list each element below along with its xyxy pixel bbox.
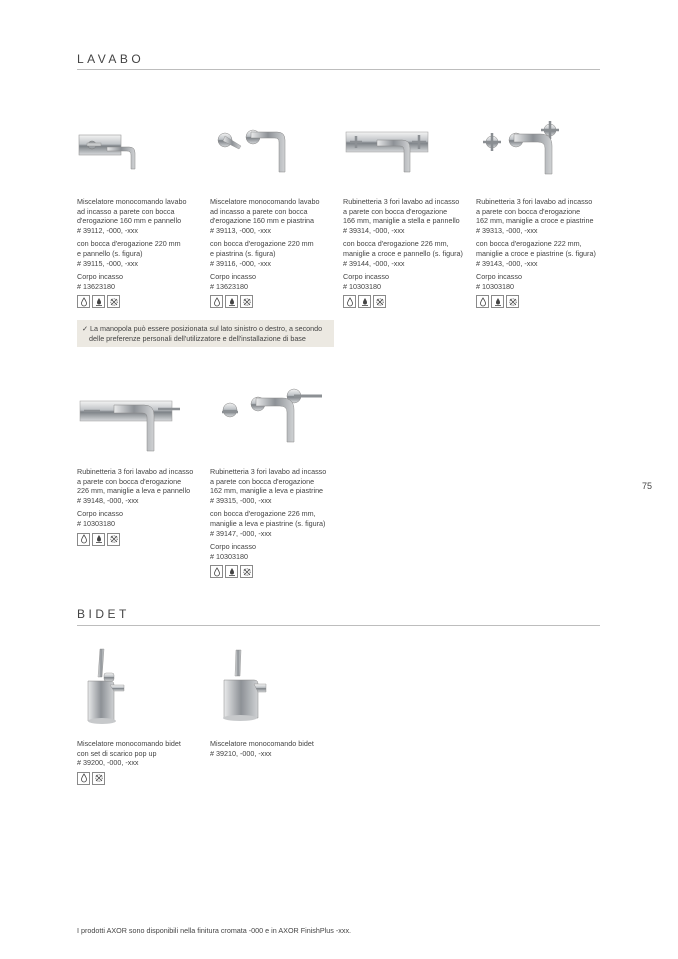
no-limescale-icon	[240, 295, 253, 308]
rough-in-label: Corpo incasso	[343, 272, 389, 282]
product-code: # 39200, -000, -xxx	[77, 758, 139, 768]
product-variant: e pannello (s. figura)	[77, 248, 143, 258]
product-code: # 39144, -000, -xxx	[343, 258, 405, 268]
no-limescale-icon	[107, 295, 120, 308]
product-description: 166 mm, maniglie a stella e pannello	[343, 216, 460, 226]
product-card	[343, 197, 471, 308]
product-image-bidet-mixer-popup	[80, 647, 130, 725]
product-code: # 39313, -000, -xxx	[476, 225, 538, 235]
eco-flow-icon	[92, 295, 105, 308]
product-image-mixer-plate	[215, 122, 290, 177]
feature-icons	[210, 565, 338, 578]
rough-in-label: Corpo incasso	[77, 272, 123, 282]
rough-in-code: # 10303180	[476, 281, 514, 291]
rough-in-label: Corpo incasso	[77, 509, 123, 519]
feature-icons	[476, 295, 604, 308]
water-drop-icon	[210, 565, 223, 578]
product-description: Rubinetteria 3 fori lavabo ad incasso	[476, 197, 593, 206]
product-image-3hole-lever-plates	[218, 382, 326, 444]
product-code: # 39314, -000, -xxx	[343, 225, 405, 235]
product-card	[210, 197, 338, 308]
product-description: a parete con bocca d'erogazione	[343, 206, 448, 216]
rough-in-code: # 10303180	[343, 281, 381, 291]
eco-flow-icon	[358, 295, 371, 308]
eco-flow-icon	[225, 565, 238, 578]
product-description: ad incasso a parete con bocca	[77, 206, 175, 216]
no-limescale-icon	[92, 772, 105, 785]
water-drop-icon	[77, 533, 90, 546]
rough-in-code: # 13623180	[210, 281, 248, 291]
product-code: # 39115, -000, -xxx	[77, 258, 138, 268]
footer-note: I prodotti AXOR sono disponibili nella finitura cromata -000 e in AXOR FinishPlus -xxx.	[77, 926, 352, 935]
product-variant: con bocca d'erogazione 220 mm	[210, 239, 314, 249]
no-limescale-icon	[373, 295, 386, 308]
product-code: # 39147, -000, -xxx	[210, 528, 272, 538]
product-description: Miscelatore monocomando lavabo	[210, 197, 320, 206]
rough-in-code: # 10303180	[77, 518, 115, 528]
page-number: 75	[642, 481, 653, 491]
product-description: Miscelatore monocomando bidet	[77, 739, 181, 748]
feature-icons	[210, 295, 338, 308]
product-image-3hole-star-panel	[342, 122, 437, 174]
product-description: 162 mm, maniglie a leva e piastrine	[210, 486, 324, 496]
feature-icons	[77, 772, 205, 785]
product-code: # 39315, -000, -xxx	[210, 495, 272, 505]
product-code: # 39113, -000, -xxx	[210, 225, 271, 235]
product-code: # 39210, -000, -xxx	[210, 748, 272, 758]
feature-icons	[77, 295, 205, 308]
product-description: a parete con bocca d'erogazione	[77, 476, 182, 486]
product-description: 162 mm, maniglie a croce e piastrine	[476, 216, 594, 226]
eco-flow-icon	[491, 295, 504, 308]
water-drop-icon	[77, 772, 90, 785]
product-description: Miscelatore monocomando lavabo	[77, 197, 187, 206]
product-variant: e piastrina (s. figura)	[210, 248, 276, 258]
product-description: d'erogazione 160 mm e pannello	[77, 216, 182, 226]
product-image-3hole-cross-plates	[478, 118, 573, 176]
product-variant: con bocca d'erogazione 220 mm	[77, 239, 181, 249]
product-variant: con bocca d'erogazione 226 mm,	[343, 239, 449, 249]
product-card	[77, 197, 205, 308]
product-description: a parete con bocca d'erogazione	[476, 206, 581, 216]
product-description: Rubinetteria 3 fori lavabo ad incasso	[210, 467, 327, 476]
product-code: # 39116, -000, -xxx	[210, 258, 271, 268]
product-card	[476, 197, 604, 308]
eco-flow-icon	[225, 295, 238, 308]
rough-in-label: Corpo incasso	[476, 272, 522, 282]
product-code: # 39112, -000, -xxx	[77, 225, 138, 235]
water-drop-icon	[210, 295, 223, 308]
no-limescale-icon	[107, 533, 120, 546]
product-description: con set di scarico pop up	[77, 748, 157, 758]
product-image-bidet-mixer	[220, 648, 270, 723]
product-description: d'erogazione 160 mm e piastrina	[210, 216, 315, 226]
note-text: ✓ La manopola può essere posizionata sul lato sinistro o destro, a secondo	[82, 324, 323, 333]
water-drop-icon	[476, 295, 489, 308]
product-image-mixer-panel	[77, 125, 139, 175]
product-card	[77, 467, 205, 546]
product-description: Rubinetteria 3 fori lavabo ad incasso	[77, 467, 194, 476]
product-card	[210, 739, 338, 762]
water-drop-icon	[343, 295, 356, 308]
product-variant: con bocca d'erogazione 222 mm,	[476, 239, 582, 249]
product-code: # 39148, -000, -xxx	[77, 495, 139, 505]
water-drop-icon	[77, 295, 90, 308]
handle-position-note	[77, 320, 334, 347]
product-variant: maniglie a croce e pannello (s. figura)	[343, 248, 463, 258]
product-card	[77, 739, 205, 785]
section-title-lavabo: LAVABO	[77, 52, 145, 66]
product-description: a parete con bocca d'erogazione	[210, 476, 315, 486]
rough-in-label: Corpo incasso	[210, 272, 256, 282]
product-card	[210, 467, 338, 578]
product-variant: maniglie a croce e piastrine (s. figura)	[476, 248, 596, 258]
rough-in-code: # 13623180	[77, 281, 115, 291]
feature-icons	[343, 295, 471, 308]
note-text: delle preferenze personali dell'utilizzatore e dell'installazione di base	[89, 333, 306, 343]
product-description: ad incasso a parete con bocca	[210, 206, 308, 216]
product-variant: maniglie a leva e piastrine (s. figura)	[210, 518, 326, 528]
no-limescale-icon	[240, 565, 253, 578]
product-variant: con bocca d'erogazione 226 mm,	[210, 509, 316, 519]
feature-icons	[77, 533, 205, 546]
product-description: 226 mm, maniglie a leva e pannello	[77, 486, 191, 496]
eco-flow-icon	[92, 533, 105, 546]
section-divider	[77, 625, 600, 626]
section-divider	[77, 69, 600, 70]
product-image-3hole-lever-panel	[78, 393, 183, 455]
rough-in-code: # 10303180	[210, 551, 248, 561]
product-description: Miscelatore monocomando bidet	[210, 739, 314, 748]
rough-in-label: Corpo incasso	[210, 542, 256, 552]
no-limescale-icon	[506, 295, 519, 308]
section-title-bidet: BIDET	[77, 607, 130, 621]
product-description: Rubinetteria 3 fori lavabo ad incasso	[343, 197, 460, 206]
product-code: # 39143, -000, -xxx	[476, 258, 538, 268]
